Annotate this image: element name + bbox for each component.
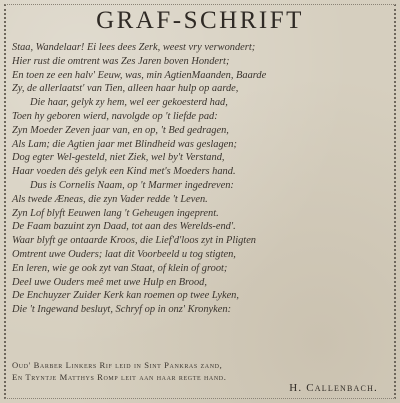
closing-line-1: Oud' Barber Linkers Rif leid in Sint Pankras zand, (12, 360, 223, 370)
poem-line: Zy, de allerlaatst' van Tien, alleen haar hulp op aarde, (12, 83, 239, 95)
printer-signature: H. Callenbach. (289, 382, 378, 394)
poem-body (12, 41, 392, 317)
poem-line: Waar blyft ge ontaarde Kroos, die Lief'd'loos zyt in Pligten (12, 235, 256, 247)
poem-line: En leren, wie ge ook zyt van Staat, of klein of groot; (12, 262, 228, 274)
poem-line: Als Lam; die Agtien jaar met Blindheid was geslagen; (12, 138, 237, 150)
poem-line: Zyn Moeder Zeven jaar van, en op, 't Bed gedragen, (12, 124, 229, 136)
poem-line: Toen hy geboren wierd, navolgde op 't liefde pad: (12, 110, 218, 122)
poem-line: Dog egter Wel-gesteld, niet Ziek, wel by't Verstand, (12, 152, 225, 164)
poem-line: Hier rust die omtrent was Zes Jaren boven Hondert; (12, 55, 230, 67)
poem-line: Die 't Ingewand besluyt, Schryf op in onz' Kronyken: (12, 304, 232, 316)
poem-line: Deel uwe Ouders meê met uwe Hulp en Brood, (12, 276, 207, 288)
poem-line: Dus is Cornelis Naam, op 't Marmer ingedreven: (30, 179, 234, 191)
poem-line: Als twede Æneas, die zyn Vader redde 't Leven. (12, 193, 208, 205)
poem-line: De Enchuyzer Zuider Kerk kan roemen op twee Lyken, (12, 290, 239, 302)
poem-line: En toen ze een halv' Eeuw, was, min AgtienMaanden, Baarde (12, 69, 267, 81)
poem-line: Die haar, gelyk zy hem, wel eer gekoesterd had, (30, 97, 228, 109)
poem-line: Staa, Wandelaar! Ei lees dees Zerk, weest vry verwondert; (12, 42, 256, 53)
closing-line-2: En Tryntje Matthys Romp leit aan haar regte hand. (12, 372, 227, 382)
document-title: GRAF-SCHRIFT (96, 7, 304, 34)
poem-line: Omtrent uwe Ouders; laat dit Voorbeeld u tog stigten, (12, 248, 236, 260)
poem-line: Zyn Lof blyft Eeuwen lang 't Geheugen ingeprent. (12, 207, 219, 219)
poem-line: De Faam bazuint zyn Daad, tot aan des Werelds-end'. (12, 221, 236, 233)
poem-line: Haar voeden dés gelyk een Kind met's Moeders hand. (12, 166, 236, 178)
